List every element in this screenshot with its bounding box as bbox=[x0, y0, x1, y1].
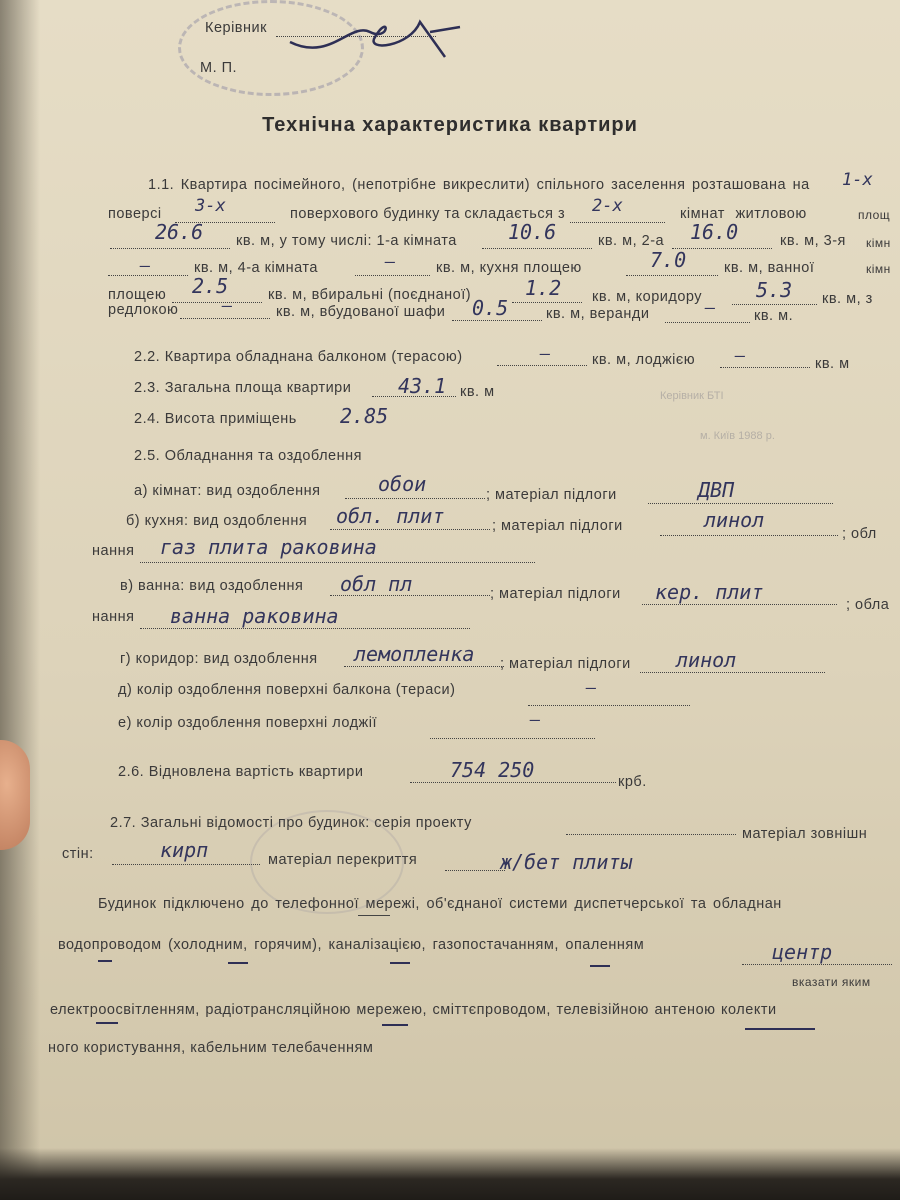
a-finish-line bbox=[345, 498, 485, 499]
pen-mark-3 bbox=[390, 962, 410, 964]
d-floor-value: линол bbox=[676, 648, 737, 672]
s22-label-c: кв. м bbox=[815, 356, 850, 372]
s11-line4-d: кімн bbox=[866, 262, 891, 276]
s11-line1: 1.1. Квартира посімейного, (непотрібне викреслити) спільного заселення розташована на bbox=[148, 177, 810, 193]
cost-value: 754 250 bbox=[450, 758, 535, 782]
living-area-value: 26.6 bbox=[155, 220, 204, 244]
wc-value: 1.2 bbox=[525, 276, 562, 300]
heating-value: центр bbox=[772, 940, 833, 964]
s22-label-b: кв. м, лоджією bbox=[592, 352, 696, 368]
kitchen-value: 7.0 bbox=[650, 248, 687, 272]
director-label: Керівник bbox=[205, 20, 267, 36]
storeys-value: 3-х bbox=[195, 196, 226, 216]
ghost-text-2: м. Київ 1988 р. bbox=[700, 430, 775, 442]
kitchen-line bbox=[626, 275, 718, 276]
c-floor-line bbox=[642, 604, 837, 605]
room2-value: 16.0 bbox=[690, 220, 739, 244]
s11-line3-b: кв. м, 2-а bbox=[598, 233, 665, 249]
s25-b-label: б) кухня: вид оздоблення bbox=[126, 513, 308, 529]
veranda-line bbox=[665, 322, 750, 323]
para-line2: водопроводом (холодним, горячим), каналізацією, газопостачанням, опаленням bbox=[58, 937, 645, 953]
slab-line bbox=[445, 870, 505, 871]
e-line bbox=[528, 705, 690, 706]
s11-line5-d: кв. м, з bbox=[822, 291, 873, 307]
veranda-value: — bbox=[705, 298, 716, 318]
loggia-line bbox=[720, 367, 810, 368]
d-floor-line bbox=[640, 672, 825, 673]
b-finish-line bbox=[330, 529, 490, 530]
d-finish-line bbox=[344, 666, 504, 667]
f-line bbox=[430, 738, 595, 739]
b-equip-value: газ плита раковина bbox=[160, 535, 377, 559]
pen-mark-4 bbox=[590, 965, 610, 967]
s11-line2-b: поверхового будинку та складається з bbox=[290, 206, 566, 222]
b-equip-line bbox=[140, 562, 535, 563]
bath-value: 2.5 bbox=[192, 274, 229, 298]
s11-line5-c: кв. м, коридору bbox=[592, 289, 703, 305]
b-floor-value: линол bbox=[704, 508, 765, 532]
s25-a-floor-label: ; матеріал підлоги bbox=[486, 487, 617, 503]
s11-line3-a: кв. м, у тому числі: 1-а кімната bbox=[236, 233, 457, 249]
room4-value: — bbox=[385, 252, 396, 272]
s11-line2-d: площ bbox=[858, 208, 891, 222]
ghost-text-1: Керівник БТІ bbox=[660, 390, 724, 402]
slab-material-value: ж/бет плиты bbox=[500, 850, 633, 874]
s25-c-equip-end: ; обла bbox=[846, 597, 890, 613]
corridor-value: 5.3 bbox=[756, 278, 793, 302]
closet-value: 0.5 bbox=[472, 296, 509, 320]
s11-line5-b: кв. м, вбиральні (поєднаної) bbox=[268, 287, 472, 303]
b-floor-line bbox=[660, 535, 838, 536]
pen-mark-5 bbox=[96, 1022, 118, 1024]
s27-label-b: матеріал зовнішн bbox=[742, 826, 868, 842]
cost-line bbox=[410, 782, 616, 783]
s26-label: 2.6. Відновлена вартість квартири bbox=[118, 764, 364, 780]
s25-b-equip-start: нання bbox=[92, 543, 135, 559]
s11-line6-b: кв. м, вбудованої шафи bbox=[276, 304, 446, 320]
bath-line bbox=[172, 302, 262, 303]
pen-mark-7 bbox=[745, 1028, 815, 1030]
heating-note: вказати яким bbox=[792, 975, 871, 989]
s22-label: 2.2. Квартира обладнана балконом (терасою) bbox=[134, 349, 463, 365]
room1-line bbox=[482, 248, 592, 249]
loggia-value: — bbox=[735, 346, 746, 366]
c-floor-value: кер. плит bbox=[655, 580, 764, 604]
s25-a-label: а) кімнат: вид оздоблення bbox=[134, 483, 321, 499]
rooms-line bbox=[570, 222, 665, 223]
wall-line bbox=[112, 864, 260, 865]
total-area-value: 43.1 bbox=[398, 374, 447, 398]
s11-line4-a: кв. м, 4-а кімната bbox=[194, 260, 318, 276]
s11-line6-d: кв. м. bbox=[754, 308, 794, 324]
s27-label-d: матеріал перекриття bbox=[268, 852, 418, 868]
pantry-line bbox=[180, 318, 270, 319]
e-value: — bbox=[586, 678, 597, 698]
s27-label: 2.7. Загальні відомості про будинок: серія проекту bbox=[110, 815, 472, 831]
underline-phone bbox=[358, 915, 390, 916]
height-value: 2.85 bbox=[340, 404, 389, 428]
s25-e-label: д) колір оздоблення поверхні балкона (тераси) bbox=[118, 682, 456, 698]
s11-line6-a: редлокою bbox=[108, 302, 179, 318]
s25-b-floor-label: ; матеріал підлоги bbox=[492, 518, 623, 534]
pen-mark-6 bbox=[382, 1024, 408, 1026]
heating-line bbox=[742, 964, 892, 965]
room2-line bbox=[672, 248, 772, 249]
s11-line3-d: кімн bbox=[866, 236, 891, 250]
page-title: Технічна характеристика квартири bbox=[262, 114, 638, 136]
floor-value: 1-х bbox=[842, 170, 873, 190]
para-line3: електроосвітленням, радіотрансляційною мережею, сміттєпроводом, телевізійною антеною колекти bbox=[50, 1002, 777, 1018]
s11-line3-c: кв. м, 3-я bbox=[780, 233, 846, 249]
s11-line4-c: кв. м, ванної bbox=[724, 260, 815, 276]
para-line1: Будинок підключено до телефонної мережі, об'єднаної системи диспетчерської та обладнан bbox=[98, 896, 782, 912]
f-value: — bbox=[530, 710, 541, 730]
stamp-label: М. П. bbox=[200, 60, 238, 76]
page-shadow-bottom bbox=[0, 1148, 900, 1200]
rooms-value: 2-х bbox=[592, 196, 623, 216]
s23-label: 2.3. Загальна площа квартири bbox=[134, 380, 352, 396]
a-floor-line bbox=[648, 503, 833, 504]
d-finish-value: лемопленка bbox=[354, 642, 475, 666]
s25-c-label: в) ванна: вид оздоблення bbox=[120, 578, 304, 594]
c-equip-line bbox=[140, 628, 470, 629]
s25-b-equip-end: ; обл bbox=[842, 526, 877, 542]
s25-d-label: г) коридор: вид оздоблення bbox=[120, 651, 318, 667]
closet-line bbox=[452, 320, 542, 321]
room4-line bbox=[355, 275, 430, 276]
c-finish-value: обл пл bbox=[340, 572, 413, 596]
s26-unit: крб. bbox=[618, 774, 647, 790]
s25-d-floor-label: ; матеріал підлоги bbox=[500, 656, 631, 672]
room3-value: — bbox=[140, 256, 151, 276]
s25-f-label: е) колір оздоблення поверхні лоджії bbox=[118, 715, 377, 731]
s11-line6-c: кв. м, веранди bbox=[546, 306, 650, 322]
page-shadow-left bbox=[0, 0, 40, 1200]
s25-c-floor-label: ; матеріал підлоги bbox=[490, 586, 621, 602]
balcony-line bbox=[497, 365, 587, 366]
b-finish-value: обл. плит bbox=[336, 504, 445, 528]
thumb bbox=[0, 740, 30, 850]
signature bbox=[270, 2, 470, 82]
s24-label: 2.4. Висота приміщень bbox=[134, 411, 297, 427]
series-line bbox=[566, 834, 736, 835]
s27-label-c: стін: bbox=[62, 846, 94, 862]
living-line bbox=[110, 248, 230, 249]
pantry-value: — bbox=[222, 296, 233, 316]
para-line4: ного користування, кабельним телебаченням bbox=[48, 1040, 374, 1056]
s11-line2-a: поверсі bbox=[108, 206, 162, 222]
wall-material-value: кирп bbox=[160, 838, 209, 862]
s11-line2-c: кімнат житловою bbox=[680, 206, 807, 222]
s25-heading: 2.5. Обладнання та оздоблення bbox=[134, 448, 362, 464]
pen-mark-1 bbox=[98, 960, 112, 962]
pen-mark-2 bbox=[228, 962, 248, 964]
room1-value: 10.6 bbox=[508, 220, 557, 244]
s11-line5-a: площею bbox=[108, 287, 167, 303]
a-floor-value: ДВП bbox=[698, 478, 735, 502]
s23-unit: кв. м bbox=[460, 384, 495, 400]
wc-line bbox=[512, 302, 582, 303]
s11-line4-b: кв. м, кухня площею bbox=[436, 260, 582, 276]
a-finish-value: обои bbox=[378, 472, 427, 496]
balcony-value: — bbox=[540, 344, 551, 364]
corridor-line bbox=[732, 304, 817, 305]
s25-c-equip-start: нання bbox=[92, 609, 135, 625]
c-equip-value: ванна раковина bbox=[170, 604, 339, 628]
